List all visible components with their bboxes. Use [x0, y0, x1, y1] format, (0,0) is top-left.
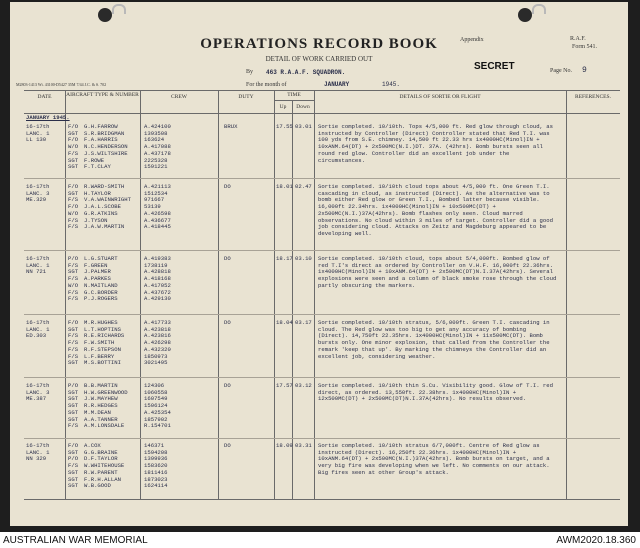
- entry-date: 16-17th LANC. 1 ED.303: [26, 319, 50, 340]
- crew-numbers: 124306 1060558 1607549 1506124 A.425354 1857902 R.154701: [144, 382, 171, 430]
- header-date: DATE: [37, 94, 52, 100]
- form-number: Form 541.: [572, 44, 598, 50]
- month-value: JANUARY: [324, 81, 350, 88]
- time-down: 02.47: [295, 183, 312, 190]
- sortie-details: Sortie completed. 10/10th cloud tops about 4/5,000 ft. One Green T.I. cascading in cloud, as instructed (Direct). As the alternative was to bomb either Red glow or Green T.I., Bombed latter because visible. 16,000ft 22.34hrs. 1x4000HC(Minol)IN + 10x500MC(DT) + 2x500MC(N.I.)37A(42hrs). Bomb flashes only seen. Cloud marred observations. No cloud within 3 miles of target. Controller did a good job considering cloud. Attacks on Zeitz and Magdeburg appeared to be developing well.: [318, 183, 553, 237]
- page-number: 9: [582, 66, 587, 75]
- entry-date: 16-17th LANC. 1 LL 130: [26, 123, 50, 144]
- header-details: DETAILS OF SORTIE OR FLIGHT: [399, 94, 481, 100]
- sortie-details: Sortie completed. 10/10th stratus 6/7,000ft. Centre of Red glow as instructed (Direct). 16,250ft 22.36hrs. 1x4000HC(Minol)IN + 10xANM.64(DT) + 2x500MC(N.I.)37A(42hrs). Bomb bursts on target, and a very big fire was developing when we left. No comments on our attack. Big fires seen at other Group's attack.: [318, 442, 550, 476]
- entry-duty: DO: [224, 183, 231, 190]
- crew-names: M.R.HUGHES L.T.HOPTINS R.E.RICHARDS F.W.SMITH R.F.STEPSON L.F.BERRY M.S.BOTTINI: [84, 319, 125, 367]
- time-up: 18.17: [276, 255, 293, 262]
- page-label: Page No.: [550, 68, 572, 74]
- appendix-label: Appendix: [460, 37, 484, 43]
- header-references: REFERENCES.: [575, 94, 611, 100]
- crew-names: B.B.MARTIN H.W.GREENWOOD J.W.MAYHEW R.R.HEDGES M.M.DEAN A.A.TANNER A.M.LONSDALE: [84, 382, 128, 430]
- header-time: TIME: [287, 92, 301, 98]
- time-down: 03.01: [295, 123, 312, 130]
- secret-stamp: SECRET: [474, 61, 515, 72]
- time-down: 03.10: [295, 255, 312, 262]
- sortie-details: Sortie completed. 10/10th. Tops 4/5,000 ft. Red glow through cloud, as instructed by Controller (Direct) Controller stated that Red T.I. was 100 yds from S.E. chimney. 14,500 ft 22.33 hrs 1x4000HC(Minol)IN + 10xANM.64(DT) + 2x500MC(N.I.)DT. 37A. (42hrs). Bomb bursts seen all round red glow. Controller did an excellent job under the circumstances.: [318, 123, 553, 164]
- entry-duty: DO: [224, 255, 231, 262]
- row-rule: [24, 438, 620, 439]
- printer-note: M2803-1413 Wt. 43100-D5427 35M 7/44 J.C. & S. 702: [16, 82, 107, 87]
- punch-hole-right: [518, 8, 532, 22]
- by-label: By: [246, 69, 254, 75]
- entry-duty: BRUX: [224, 123, 238, 130]
- record-page: [10, 2, 628, 526]
- archive-credit: AUSTRALIAN WAR MEMORIAL: [3, 535, 148, 546]
- crew-numbers: A.424100 1393508 163624 A.417088 A.437178 2225328 1591221: [144, 123, 171, 171]
- entry-date: 16-17th LANC. 3 ME.329: [26, 183, 50, 204]
- crew-numbers: 146371 1594208 1399936 1583620 1811416 1873023 1624114: [144, 442, 168, 490]
- header-bottom-rule: [24, 113, 620, 114]
- crew-numbers: A.417733 A.423818 A.423816 A.426298 A.432320 1850973 3021495: [144, 319, 171, 367]
- crew-ranks: F/O SGT F/S F/O W/O F/S F/S: [68, 183, 79, 231]
- crew-ranks: P/O F/S SGT F/S W/O F/S F/S: [68, 255, 79, 303]
- table-bottom-rule: [24, 499, 620, 500]
- entry-date: 16-17th LANC. 1 NN 721: [26, 255, 50, 276]
- time-up: 17.57: [276, 382, 293, 389]
- time-down: 03.12: [295, 382, 312, 389]
- archive-reference: AWM2020.18.360: [556, 535, 636, 546]
- row-rule: [24, 314, 620, 315]
- time-up: 18.01: [276, 183, 293, 190]
- time-up: 17.55: [276, 123, 293, 130]
- entry-duty: DO: [224, 442, 231, 449]
- crew-numbers: A.421113 1512534 971667 53139 A.426598 A.436677 A.418445: [144, 183, 171, 231]
- squadron-name: 463 R.A.A.F. SQUADRON.: [266, 69, 346, 76]
- year-value: 1945.: [382, 81, 401, 88]
- col-rule: [292, 100, 293, 500]
- sortie-details: Sortie completed. 10/10th cloud, tops about 5/4,000ft. Bombed glow of red T.I's direct as ordered by Controller on V.H.F. 16,000ft 22.36hrs. 1x4000HC(Minol)IN + 10xANM.64(DT) + 2x500MC(DT)N.I.37A(42hrs). Several explosions were seen and a column of black smoke rose through the cloud partly obscuring the markers.: [318, 255, 557, 289]
- entry-duty: DO: [224, 382, 231, 389]
- entry-duty: DO: [224, 319, 231, 326]
- form-raf: R.A.F.: [570, 36, 586, 42]
- entry-date: 16-17th LANC. 1 NN 329: [26, 442, 50, 463]
- form-subtitle: DETAIL OF WORK CARRIED OUT: [265, 55, 373, 63]
- crew-ranks: F/O SGT F/O W/O F/S SGT SGT: [68, 123, 79, 171]
- sortie-details: Sortie completed. 10/10th stratus, 5/6,000ft. Green T.I. cascading in cloud. The Red glow was too big to get any accuracy of bombing (Direct). 14,750ft 22.35hrs. 1x4000HC(Minol)IN + 11x500MC(DT). Bomb bursts only. One minor explosion, that called from the Controller the remark 'keep that up'. By marking the chimneys the Controller did an excellent job, considering weather.: [318, 319, 550, 360]
- crew-names: L.G.STUART F.GREEN J.PALMER A.PARKES N.MAITLAND G.C.BORDER P.J.ROGERS: [84, 255, 118, 303]
- month-label: For the month of: [246, 82, 287, 88]
- tag-ring-right: [532, 4, 546, 14]
- period-heading: JANUARY 1945.: [26, 114, 70, 121]
- entry-date: 16-17th LANC. 3 ME.387: [26, 382, 50, 403]
- crew-names: A.COX G.G.BRAINE D.F.TAYLOR W.WHITEHOUSE R.W.PARENT F.R.H.ALLAN W.B.GOOD: [84, 442, 125, 490]
- header-aircraft: AIRCRAFT TYPE & NUMBER: [66, 92, 139, 98]
- header-crew: CREW: [171, 94, 187, 100]
- crew-names: G.H.FARROW S.R.BRIDGMAN F.A.HARRIS N.C.HENDERSON J.S.WILTSHIRE F.ROWE F.T.CLAY: [84, 123, 128, 171]
- row-rule: [24, 377, 620, 378]
- crew-ranks: P/O SGT SGT SGT SGT SGT F/S: [68, 382, 79, 430]
- crew-numbers: A.419383 1738119 A.428818 A.418168 A.417052 A.437672 A.429130: [144, 255, 171, 303]
- sortie-details: Sortie completed. 10/10th thin S.Cu. Visibility good. Glow of T.I. red direct, as ordered. 13,550ft. 22.38hrs. 1x4000HC(Minol)IN + 12x500MC(DT) + 2x500MC(DT)N.I.37A(42hrs). No results observed.: [318, 382, 553, 403]
- punch-hole-left: [98, 8, 112, 22]
- table-top-rule: [24, 90, 620, 91]
- crew-names: R.WARD-SMITH H.TAYLOR V.A.WAINWRIGHT J.A.L.SCOBE G.R.ATKINS J.TYSON J.A.W.MARTIN: [84, 183, 131, 231]
- tag-ring-left: [112, 4, 126, 14]
- header-duty: DUTY: [238, 94, 254, 100]
- header-up: Up: [279, 104, 287, 110]
- row-rule: [24, 178, 620, 179]
- crew-ranks: F/O SGT F/S F/S F/S F/S SGT: [68, 319, 79, 367]
- time-up: 18.04: [276, 319, 293, 326]
- time-up: 18.09: [276, 442, 293, 449]
- header-down: Down: [296, 104, 310, 110]
- time-down: 03.31: [295, 442, 312, 449]
- form-title: OPERATIONS RECORD BOOK: [200, 36, 438, 52]
- time-down: 03.17: [295, 319, 312, 326]
- row-rule: [24, 250, 620, 251]
- crew-ranks: F/O SGT P/O F/S SGT SGT SGT: [68, 442, 79, 490]
